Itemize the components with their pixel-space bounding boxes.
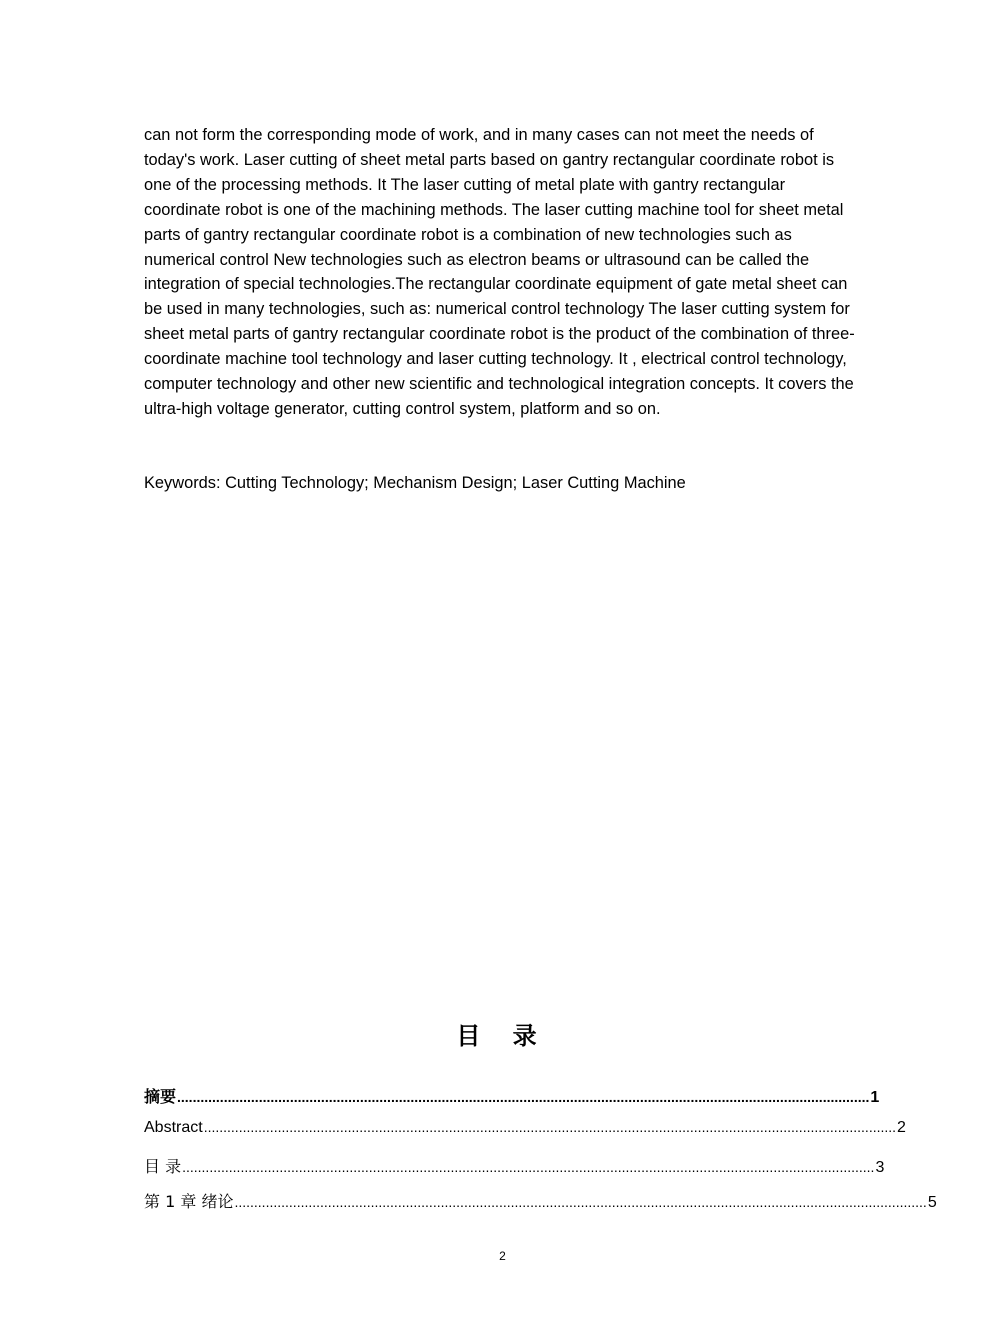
toc-entry-page: 3 (875, 1159, 885, 1176)
abstract-paragraph: can not form the corresponding mode of work, and in many cases can not meet the needs of today's work. Laser cutting of sheet metal parts based on gantry rectangular coordinate robot is one of the processing methods. It The laser cutting of metal plate with gantry rectangular coordinate robot is one of the machining methods. The laser cutting machine tool for sheet metal parts of gantry rectangular coordinate robot is a combination of new technologies such as numerical control New technologies such as electron beams or ultrasound can be called the integration of special technologies.The rectangular coordinate equipment of gate metal sheet can be used in many technologies, such as: numerical control technology The laser cutting system for sheet metal parts of gantry rectangular coordinate robot is the product of the combination of three-coordinate machine tool technology and laser cutting technology. It , electrical control technology, computer technology and other new scientific and technological integration concepts. It covers the ultra-high voltage generator, cutting control system, platform and so on. (144, 126, 855, 418)
toc-leader-dots: .................................................................................................................................................................................. (203, 1119, 897, 1135)
toc-entry-contents[interactable] (144, 1154, 885, 1189)
toc-entry-abstract-en[interactable] (144, 1119, 906, 1154)
page-number: 2 (499, 1249, 506, 1263)
toc-entry-label: 第 1 章 绪论 (144, 1192, 234, 1211)
toc-leader-dots: .................................................................................................................................................................................. (182, 1159, 875, 1175)
toc-entry-page: 1 (870, 1089, 880, 1106)
toc-entry-page: 2 (897, 1119, 906, 1136)
toc-entry-label: Abstract (144, 1119, 203, 1136)
toc-entry-abstract-cn[interactable] (144, 1084, 880, 1119)
toc-entry-label: 摘要 (144, 1087, 177, 1106)
toc-entry-page: 5 (927, 1194, 937, 1211)
toc-entry-chapter-1[interactable] (144, 1189, 937, 1224)
table-of-contents (144, 1084, 937, 1224)
toc-leader-dots: .................................................................................................................................................................................. (177, 1089, 870, 1105)
keywords-line: Keywords: Cutting Technology; Mechanism Design; Laser Cutting Machine (144, 474, 686, 492)
toc-leader-dots: .................................................................................................................................................................................. (234, 1194, 927, 1210)
toc-title: 目 录 (456, 1022, 549, 1050)
toc-entry-label: 目 录 (144, 1157, 182, 1176)
